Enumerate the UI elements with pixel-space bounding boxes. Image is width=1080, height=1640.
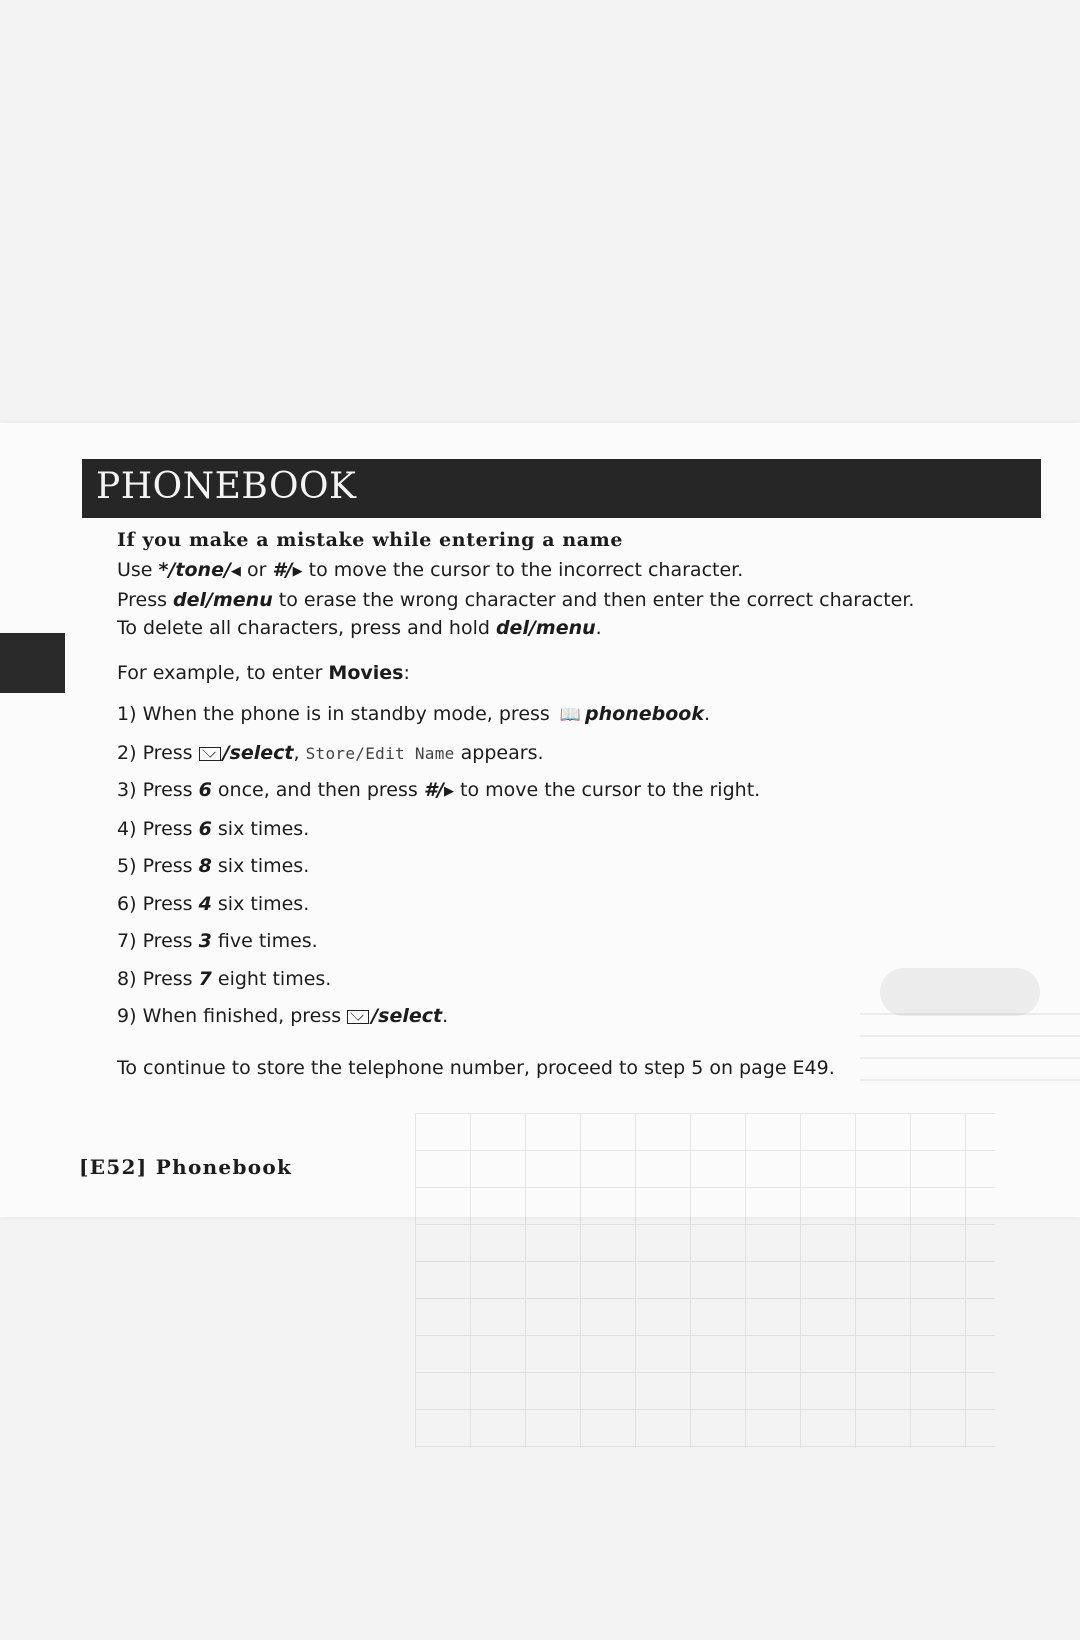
text: Use	[117, 559, 159, 581]
key-hash	[424, 779, 454, 801]
header-bar	[82, 459, 1041, 518]
text: Press	[142, 817, 193, 840]
step-number: 7)	[117, 930, 137, 952]
text: six times.	[217, 855, 310, 877]
text: ,	[293, 741, 300, 764]
step-number: 4)	[117, 817, 137, 840]
key-label: /select	[371, 1005, 443, 1027]
key-label: */tone/	[158, 559, 231, 581]
text: When finished, press	[142, 1005, 342, 1027]
key-label: phonebook	[585, 703, 704, 725]
step-number: 9)	[117, 1005, 137, 1027]
text: Press	[142, 892, 193, 915]
text: Press	[142, 930, 193, 952]
text: six times.	[217, 817, 310, 840]
step-number: 2)	[117, 741, 137, 764]
text: to move the cursor to the incorrect character.	[302, 559, 744, 581]
step-number: 1)	[117, 703, 137, 725]
key-label: 4	[198, 892, 212, 915]
text: or	[240, 559, 273, 581]
text: Press	[117, 589, 174, 611]
key-label: #/	[423, 779, 444, 801]
text: Press	[142, 779, 193, 801]
step-number: 3)	[117, 779, 137, 801]
content	[117, 527, 1017, 1082]
display-text: Store/Edit Name	[305, 743, 455, 763]
left-arrow-icon: ◀	[230, 564, 241, 579]
envelope-icon	[347, 1010, 369, 1024]
key-label: 6	[198, 779, 212, 801]
section-heading: If you make a mistake while entering a name	[117, 529, 624, 551]
text: For example, to enter	[117, 662, 329, 684]
key-del-menu: del/menu	[495, 617, 596, 639]
list-item	[117, 848, 1017, 886]
instruction-erase	[117, 586, 1017, 614]
section-tab-marker	[0, 633, 65, 693]
text: once, and then press	[217, 779, 418, 801]
closing-note: To continue to store the telephone number, proceed to step 5 on page E49.	[117, 1056, 835, 1079]
key-label: 7	[198, 967, 212, 990]
text: When the phone is in standby mode, press	[142, 703, 550, 725]
text: five times.	[217, 930, 318, 952]
instruction-delete-all	[117, 614, 1017, 642]
instruction-cursor	[117, 556, 1017, 586]
list-item	[117, 886, 1017, 924]
list-item	[117, 961, 1017, 999]
page-footer: [E52] Phonebook	[79, 1155, 293, 1179]
page-title: PHONEBOOK	[96, 466, 357, 507]
example-intro	[117, 659, 1017, 687]
key-label: 8	[198, 855, 212, 877]
step-number: 6)	[117, 892, 137, 915]
step-number: 5)	[117, 855, 137, 877]
key-label: /select	[222, 741, 294, 764]
text: eight times.	[217, 967, 332, 990]
list-item	[117, 735, 1017, 773]
text: appears.	[460, 741, 544, 764]
text: To delete all characters, press and hold	[117, 617, 496, 639]
text: to move the cursor to the right.	[460, 779, 761, 801]
text: .	[442, 1005, 449, 1027]
text: .	[595, 617, 602, 639]
text: .	[703, 703, 711, 725]
key-label: 3	[198, 930, 212, 952]
step-list	[117, 696, 1017, 1036]
key-del-menu: del/menu	[173, 589, 273, 611]
step-number: 8)	[117, 967, 137, 990]
list-item	[117, 811, 1017, 849]
text: six times.	[217, 892, 310, 915]
envelope-icon	[199, 747, 221, 761]
key-tone	[159, 559, 241, 581]
text: Press	[142, 741, 193, 764]
example-word: Movies	[328, 662, 404, 684]
text: to erase the wrong character and then enter the correct character.	[272, 589, 915, 611]
list-item	[117, 772, 1017, 811]
text: :	[403, 662, 410, 684]
key-label: #/	[272, 559, 293, 581]
book-icon: 📖	[559, 705, 582, 725]
text: Press	[142, 855, 193, 877]
list-item	[117, 696, 1017, 735]
text: Press	[142, 967, 193, 990]
list-item	[117, 998, 1017, 1036]
bleed-through-table	[415, 1113, 995, 1448]
right-arrow-icon: ▶	[444, 784, 454, 799]
key-hash	[272, 559, 302, 581]
list-item	[117, 923, 1017, 961]
right-arrow-icon: ▶	[292, 564, 303, 579]
key-label: 6	[198, 817, 212, 840]
